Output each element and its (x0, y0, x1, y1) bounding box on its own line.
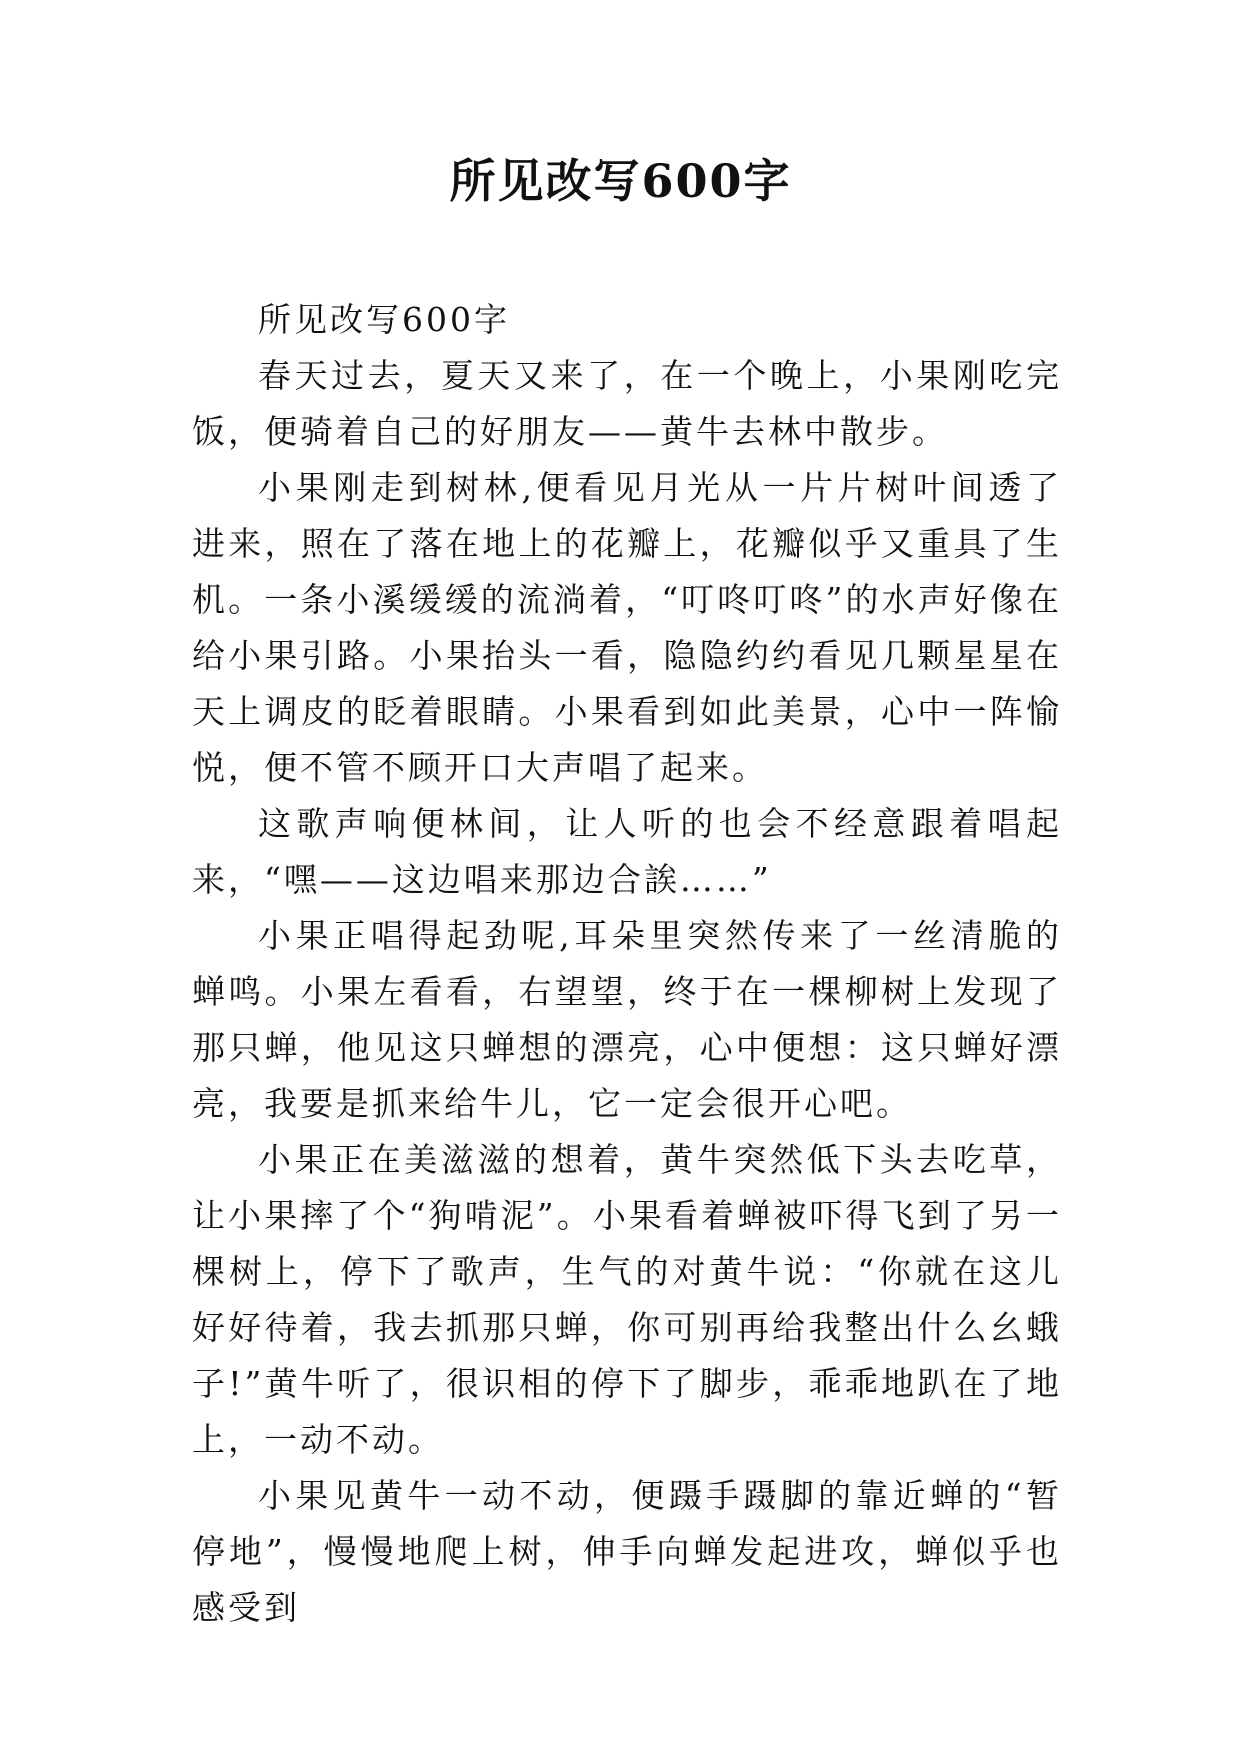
paragraph: 小果见黄牛一动不动，便蹑手蹑脚的靠近蝉的“暂停地”，慢慢地爬上树，伸手向蝉发起进攻，蝉似乎也感受到 (192, 1476, 1062, 1627)
paragraph: 春天过去，夏天又来了，在一个晚上，小果刚吃完饭，便骑着自己的好朋友——黄牛去林中散步。 (192, 356, 1062, 451)
document-title: 所见改写600字 (449, 154, 792, 208)
paragraph: 小果刚走到树林,便看见月光从一片片树叶间透了进来，照在了落在地上的花瓣上，花瓣似乎又重具了生机。一条小溪缓缓的流淌着，“叮咚叮咚”的水声好像在给小果引路。小果抬头一看，隐隐约约看见几颗星星在天上调皮的眨着眼睛。小果看到如此美景，心中一阵愉悦，便不管不顾开口大声唱了起来。 (192, 468, 1062, 787)
paragraph: 小果正在美滋滋的想着，黄牛突然低下头去吃草，让小果摔了个“狗啃泥”。小果看着蝉被吓得飞到了另一棵树上，停下了歌声，生气的对黄牛说：“你就在这儿好好待着，我去抓那只蝉，你可别再给我整出什么幺蛾子!”黄牛听了，很识相的停下了脚步，乖乖地趴在了地上，一动不动。 (192, 1140, 1062, 1459)
paragraph: 这歌声响便林间，让人听的也会不经意跟着唱起来，“嘿——这边唱来那边合誒……” (192, 804, 1062, 899)
paragraph: 小果正唱得起劲呢,耳朵里突然传来了一丝清脆的蝉鸣。小果左看看，右望望，终于在一棵柳树上发现了那只蝉，他见这只蝉想的漂亮，心中便想：这只蝉好漂亮，我要是抓来给牛儿，它一定会很开心吧。 (192, 916, 1062, 1123)
document-body (192, 292, 1062, 1636)
paragraph-subtitle: 所见改写600字 (258, 300, 510, 339)
